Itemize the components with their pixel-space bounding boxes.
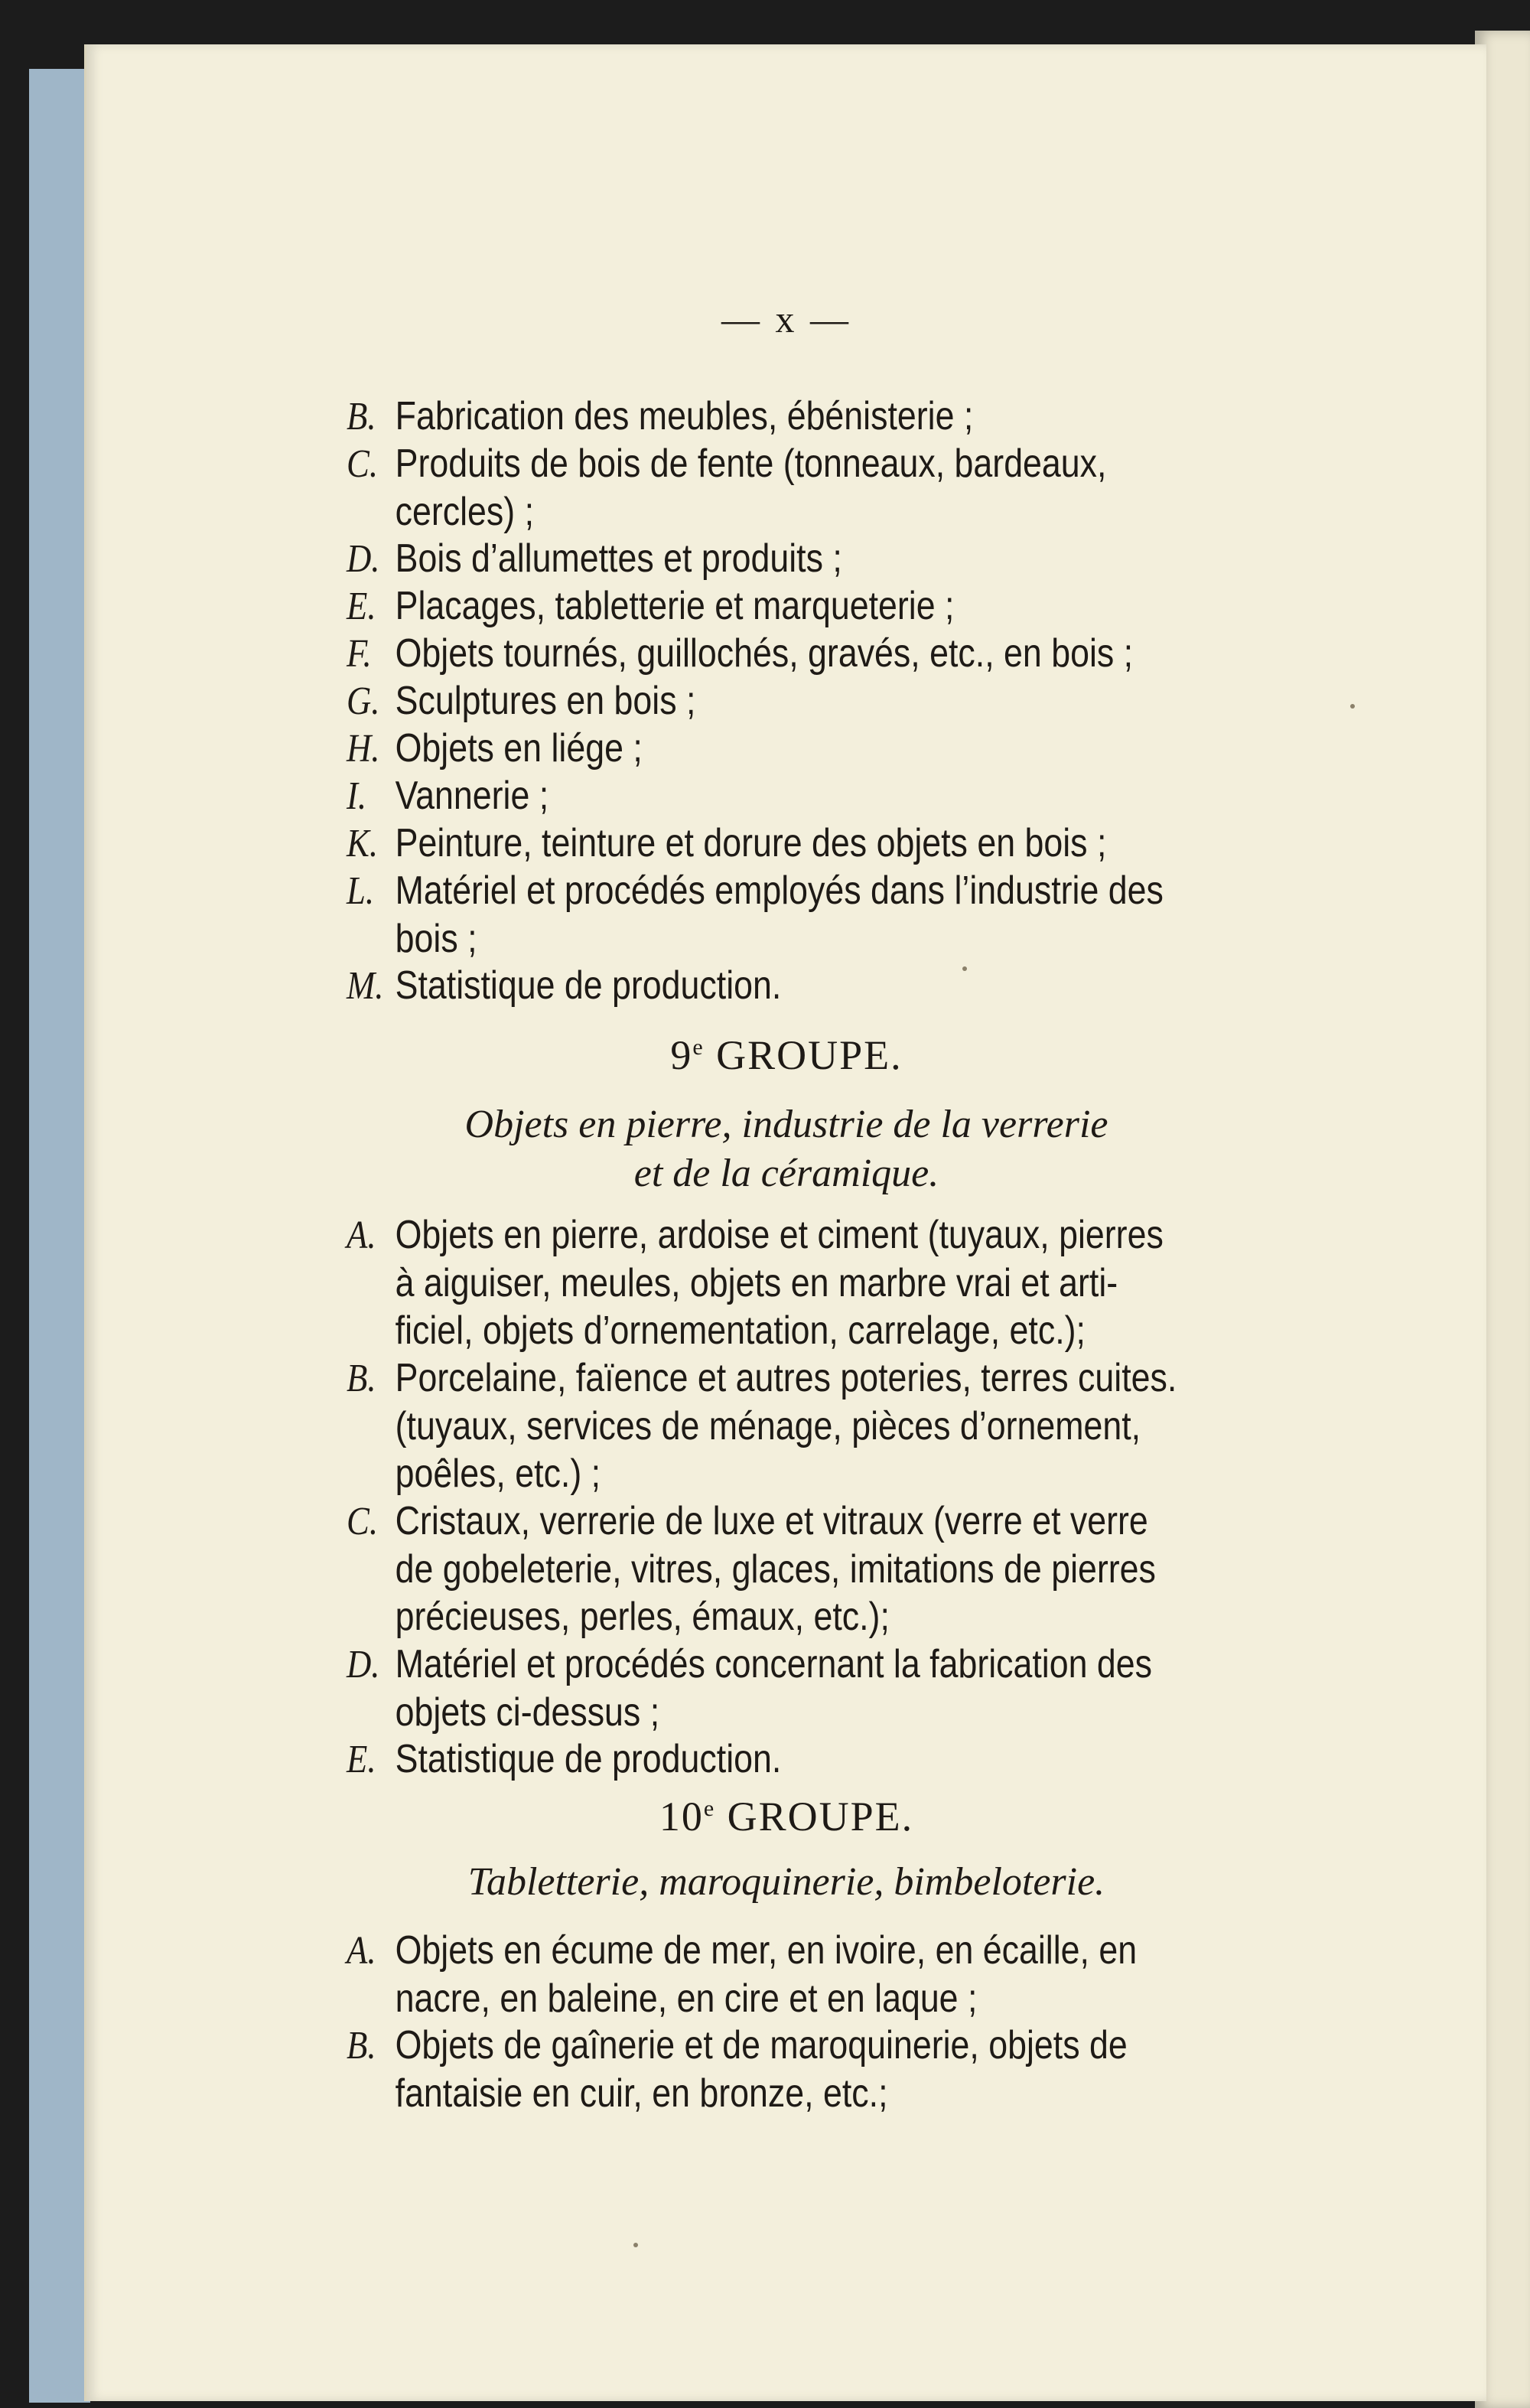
item-text: Statistique de production.: [395, 1737, 782, 1781]
item-letter: L.: [347, 869, 375, 913]
item-letter: A.: [347, 1214, 376, 1257]
item-text: Bois d’allumettes et produits ;: [395, 536, 842, 581]
list-item: [347, 535, 1307, 583]
group-number: 10: [659, 1794, 704, 1839]
list-item: [347, 1641, 1307, 1736]
list-item: [347, 1211, 1307, 1354]
item-text: Produits de bois de fente (tonneaux, bardeaux,: [395, 442, 1107, 486]
item-text: Objets en écume de mer, en ivoire, en écaille, en: [395, 1928, 1138, 1973]
paper-speck: [1350, 704, 1355, 709]
item-letter: I.: [347, 774, 367, 818]
item-letter: G.: [347, 679, 380, 723]
item-letter: E.: [347, 1738, 376, 1781]
item-letter: B.: [347, 2024, 376, 2067]
list-item: [347, 725, 1307, 773]
item-text-continued: objets ci-dessus ;: [395, 1690, 660, 1735]
book-cover-edge: [29, 69, 90, 2403]
item-text: Vannerie ;: [395, 774, 549, 818]
group-9-title: [86, 1031, 1486, 1079]
group-10-subtitle: [86, 1858, 1486, 1907]
item-text-continued: (tuyaux, services de ménage, pièces d’ornement,: [395, 1404, 1141, 1448]
item-letter: H.: [347, 727, 380, 771]
book-page: [84, 44, 1486, 2401]
item-text: Peinture, teinture et dorure des objets en bois ;: [395, 821, 1107, 865]
paper-speck: [962, 966, 967, 971]
item-text: Sculptures en bois ;: [395, 679, 696, 723]
item-text-continued: de gobeleterie, vitres, glaces, imitations de pierres: [395, 1547, 1156, 1592]
item-letter: D.: [347, 537, 380, 581]
item-text: Fabrication des meubles, ébénisterie ;: [395, 394, 974, 438]
list-item: [347, 2022, 1307, 2117]
item-text: Objets de gaînerie et de maroquinerie, objets de: [395, 2023, 1128, 2067]
item-text-continued: bois ;: [395, 917, 477, 961]
item-text: Objets en pierre, ardoise et ciment (tuyaux, pierres: [395, 1213, 1164, 1257]
group-9-subtitle: [86, 1100, 1486, 1198]
item-letter: B.: [347, 1357, 376, 1400]
item-text-continued: nacre, en baleine, en cire et en laque ;: [395, 1976, 978, 2021]
item-text-continued: cercles) ;: [395, 490, 535, 534]
group-number: 9: [670, 1032, 693, 1078]
page-number-header: — x —: [721, 298, 851, 341]
list-item: [347, 867, 1307, 963]
subtitle-line: et de la céramique.: [633, 1152, 939, 1195]
list-item: [347, 1735, 1307, 1784]
item-text-continued: poêles, etc.) ;: [395, 1452, 601, 1496]
item-text: Objets tournés, guillochés, gravés, etc., en bois ;: [395, 631, 1134, 676]
group-label: GROUPE.: [727, 1794, 914, 1839]
item-text-continued: fantaisie en cuir, en bronze, etc.;: [395, 2071, 888, 2116]
group-10-title: [86, 1793, 1486, 1840]
item-text: Matériel et procédés employés dans l’industrie des: [395, 868, 1164, 913]
item-text-continued: à aiguiser, meules, objets en marbre vrai et arti-: [395, 1261, 1118, 1305]
list-item: [347, 820, 1307, 868]
item-letter: B.: [347, 395, 376, 438]
item-text: Statistique de production.: [395, 963, 782, 1008]
item-text-continued: ficiel, objets d’ornementation, carrelage, etc.);: [395, 1308, 1086, 1353]
paper-speck: [633, 2243, 638, 2247]
list-item: [347, 1497, 1307, 1641]
list-item: [347, 582, 1307, 631]
item-letter: C.: [347, 1500, 379, 1543]
item-letter: A.: [347, 1929, 376, 1973]
item-letter: C.: [347, 442, 379, 486]
list-item: [347, 1927, 1307, 2022]
subtitle-line: Tabletterie, maroquinerie, bimbeloterie.: [467, 1860, 1105, 1904]
item-text: Cristaux, verrerie de luxe et vitraux (verre et verre: [395, 1499, 1148, 1543]
list-item: [347, 1354, 1307, 1497]
item-letter: E.: [347, 585, 376, 628]
list-item: [347, 440, 1307, 536]
item-text: Objets en liége ;: [395, 726, 643, 771]
list-item: [347, 772, 1307, 820]
group-number-suffix: e: [692, 1035, 705, 1060]
item-text: Matériel et procédés concernant la fabrication des: [395, 1642, 1153, 1686]
item-text-continued: précieuses, perles, émaux, etc.);: [395, 1595, 890, 1639]
list-item: [347, 677, 1307, 725]
group-label: GROUPE.: [716, 1032, 903, 1078]
group-number-suffix: e: [703, 1796, 716, 1821]
list-item: [347, 962, 1307, 1010]
item-text: Porcelaine, faïence et autres poteries, terres cuites.: [395, 1356, 1177, 1400]
item-letter: K.: [347, 822, 379, 865]
item-letter: D.: [347, 1643, 380, 1686]
item-text: Placages, tabletterie et marqueterie ;: [395, 584, 955, 628]
item-letter: M.: [347, 964, 384, 1008]
item-letter: F.: [347, 632, 372, 676]
list-item: [347, 393, 1307, 441]
subtitle-line: Objets en pierre, industrie de la verrerie: [464, 1103, 1108, 1146]
list-item: [347, 630, 1307, 678]
